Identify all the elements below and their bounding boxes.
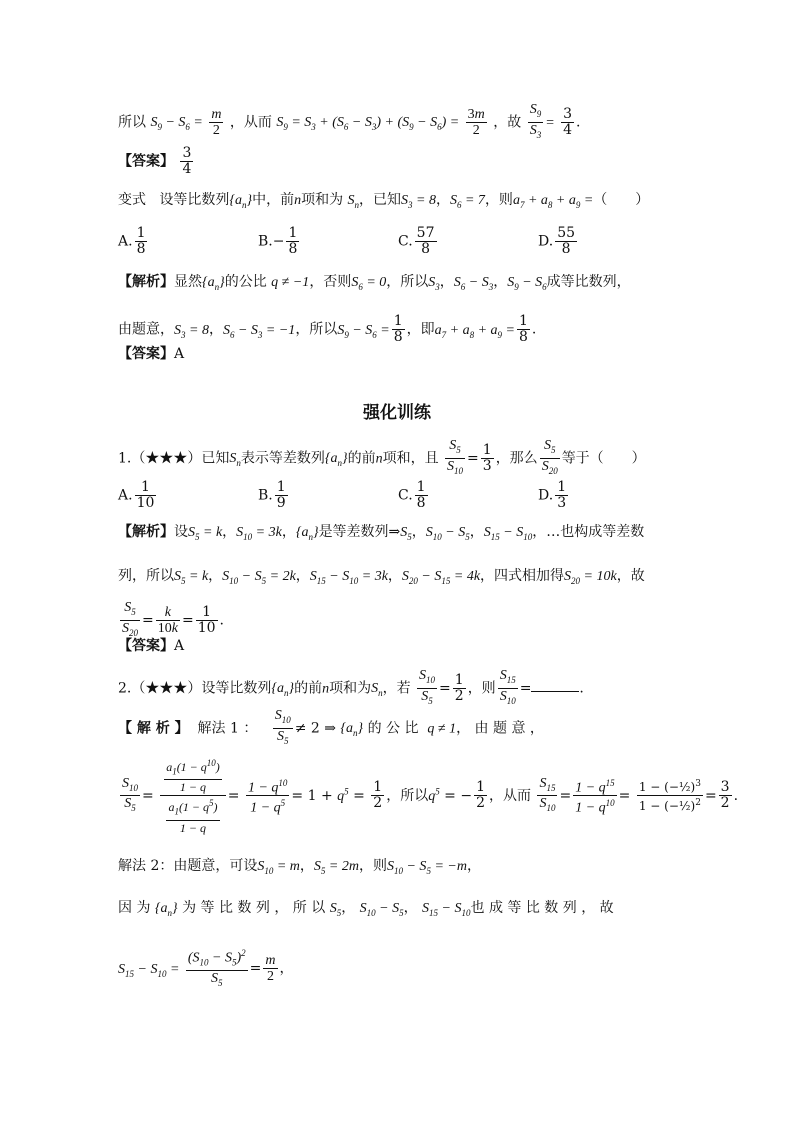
q1-option-d: D. $\frac{1}{3}$ [538, 479, 567, 511]
q1-line: 1.（★★★）已知$S_n$表示等差数列$\{a_n\}$的前n项和，且 $\frac{S_5}{S_{10}}$ = $\frac{1}{3}$ ，那么 $\frac{S_5}{S_{20}}$ 等于（ ） [118, 438, 646, 476]
variant-analysis-1: 【解析】显然$\{a_n\}$的公比 q ≠ −1，否则$S_6 = 0$，所以$S_3$，$S_6 - S_3$，$S_9 - S_6$成等比数列， [118, 274, 631, 292]
q1-analysis-3: $\frac{S_5}{S_{20}}$ = $\frac{k}{10k}$ = $\frac{1}{10}$ . [122, 600, 224, 638]
q2-solution2-1: 解法 2：由题意，可设$S_{10} = m$，$S_5 = 2m$，则$S_{10} - S_5 = -m$， [118, 858, 481, 876]
q2-solution2-3: $S_{15} - S_{10}$ = $\frac{(S_{10} - S_5)^2}{S_5}$ = $\frac{m}{2}$ ， [118, 948, 294, 989]
q2-line: 2.（★★★）设等比数列$\{a_n\}$的前n项和为$S_n$，若 $\frac{S_{10}}{S_5}$ = $\frac{1}{2}$ ，则 $\frac{S_{15}}{S_{10}}$ = . [118, 668, 584, 706]
q1-option-a: A. $\frac{1}{10}$ [118, 479, 155, 511]
q1-option-b: B. $\frac{1}{9}$ [258, 479, 286, 511]
variant-line: 变式 设等比数列$\{a_n\}$中，前n项和为 $S_n$，已知$S_3 = 8$，$S_6 = 7$，则$a_7 + a_8 + a_9$ =（ ） [118, 192, 650, 210]
variant-option-a: A. $\frac{1}{8}$ [118, 225, 146, 257]
q1-analysis-1: 【解析】设$S_5 = k$，$S_{10} = 3k$，$\{a_n\}$是等差数列$\Rightarrow S_5$，$S_{10} - S_5$，$S_{15} - S_{10}$，…也构成等差数 [118, 524, 645, 542]
q2-analysis-1: 【 解 析 】 解法 1 ： $\frac{S_{10}}{S_5}$ ≠ 2 ⇒ $\{a_n\}$ 的 公 比 q ≠ 1， 由 题 意 ， [118, 708, 544, 746]
q2-analysis-2: $\frac{S_{10}}{S_5}$ = $\frac{\frac{a_1(1 - q^{10})}{1 - q}}{\frac{a_1(1 - q^5)}{1 - q}}$ = $\frac{1 - q^{10}}{1 - q^5}$ = $1 + q^5$ = $\frac{1}{2}$ ，所以$q^5$ = − $\frac{1}{2}$ ，从而 $\frac{S_{15}}{S_{10}}$ = $\frac{1 - q^{15}}{1 - q^{10}}$ = $\frac{1 - (-\frac{1}{2})^3}{1 - (-\frac{1}{2})^2}$ = $\frac{3}{2}$ . [122, 758, 739, 835]
section-title: 强化训练 [363, 403, 431, 423]
variant-option-b: B.− $\frac{1}{8}$ [258, 225, 298, 257]
q1-analysis-2: 列，所以$S_5 = k$，$S_{10} - S_5 = 2k$，$S_{15} - S_{10} = 3k$，$S_{20} - S_{15} = 4k$，四式相加得$S_{20} = 10k$，故 [118, 568, 645, 586]
line-1: 所以 $S_9 - S_6$ = $\frac{m}{2}$ ，从而 $S_9 = S_3 + (S_6 - S_3) + (S_9 - S_6)$ = $\frac{3m}{2}$ ，故 $\frac{S_9}{S_3}$ = $\frac{3}{4}$ . [118, 102, 581, 140]
answer-line-3: 【答案】A [118, 638, 185, 654]
q2-solution2-2: 因 为 $\{a_n\}$ 为 等 比 数 列 ， 所 以 $S_5$， $S_{10} - S_5$， $S_{15} - S_{10}$也 成 等 比 数 列 ， 故 [118, 900, 614, 918]
answer-line-2: 【答案】A [118, 346, 185, 362]
variant-option-c: C. $\frac{57}{8}$ [398, 225, 435, 257]
variant-analysis-2: 由题意，$S_3 = 8$，$S_6 - S_3 = -1$，所以$S_9 - S_6$ = $\frac{1}{8}$ ，即$a_7 + a_8 + a_9$ = $\frac{1}{8}$ . [118, 313, 537, 345]
q1-option-c: C. $\frac{1}{8}$ [398, 479, 426, 511]
answer-line-1: 【答案】 $\frac{3}{4}$ [118, 145, 192, 177]
variant-option-d: D. $\frac{55}{8}$ [538, 225, 576, 257]
